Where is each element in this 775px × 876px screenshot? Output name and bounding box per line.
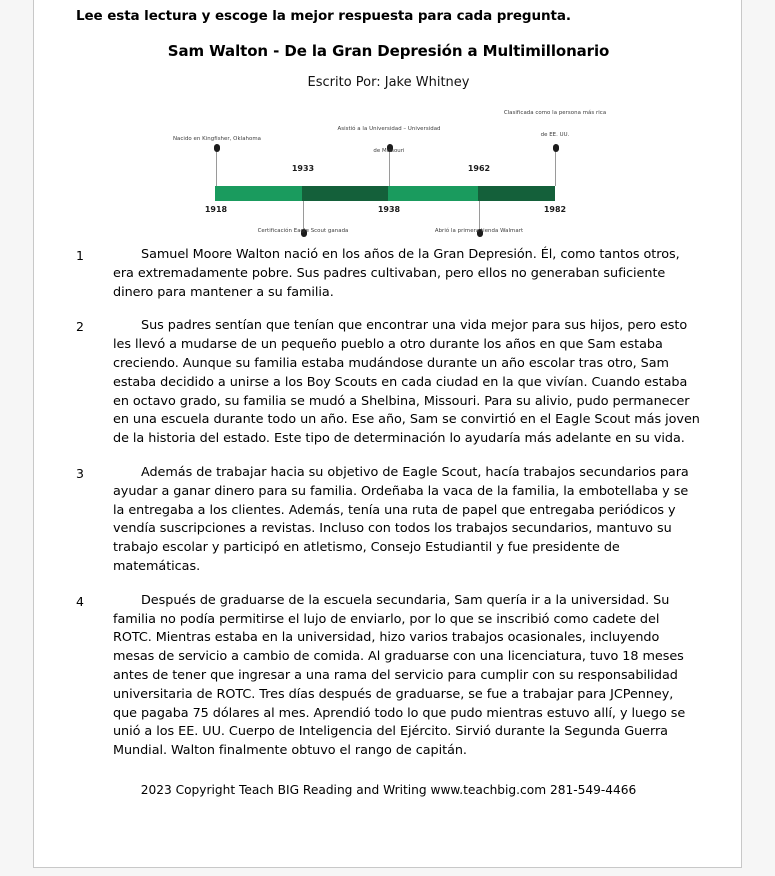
copyright-footer: 2023 Copyright Teach BIG Reading and Writing www.teachbig.com 281-549-4466 [140, 782, 637, 797]
timeline-caption-richest-line1: Clasificada como la persona más rica [503, 110, 607, 116]
paragraph-text: Sus padres sentían que tenían que encontrar una vida mejor para sus hijos, pero esto les llevó a mudarse de un pequeño pueblo a otro durante los años en que Sam estaba creciendo. Aunque su familia estaba mudándose durante un año escolar tras otro, Sam estaba decidido a unirse a los Boy Scouts en cada ciudad en la que vivían. Cuando estaba en octavo grado, su familia se mudó a Shelbina, Missouri. Para su alivio, pudo permanecer en una escuela durante todo un año. Ese año, Sam se convirtió en el Eagle Scout más joven de la historia del estado. Este tipo de determinación lo ayudaría más adelante en su vida. [113, 318, 700, 447]
timeline-caption-university-line2: de Missouri [373, 148, 405, 154]
timeline-segment-1 [215, 186, 302, 201]
timeline-year-1918: 1918 [204, 205, 228, 214]
paragraph-number: 4 [76, 593, 84, 609]
paragraph-1 [76, 246, 701, 302]
instruction-text: Lee esta lectura y escoge la mejor respuesta para cada pregunta. [76, 8, 571, 24]
timeline-dot-icon [553, 144, 559, 152]
timeline-caption-walmart: Abrió la primera tienda Walmart [434, 228, 524, 234]
paragraph-number: 1 [76, 248, 84, 263]
byline: Escrito Por: Jake Whitney [307, 75, 470, 90]
timeline-caption-richest-line2: de EE. UU. [540, 132, 570, 138]
timeline-marker-1918 [216, 144, 217, 186]
timeline-dot-icon [214, 144, 220, 152]
paragraph-text: Después de graduarse de la escuela secundaria, Sam quería ir a la universidad. Su familia no podía permitirse el lujo de enviarlo, por lo que se inscribió como cadete del ROTC. Mientras estaba en la universidad, hizo varios trabajos ocasionales, incluyendo mesas de servicio a cambio de comida. Al graduarse con una licenciatura, tuvo 18 meses antes de tener que ingresar a una rama del servicio para cumplir con su responsabilidad universitaria de ROTC. Tres días después de graduarse, se fue a trabajar para JCPenney, que pagaba 75 dólares al mes. Aprendió todo lo que pudo mientras estuvo allí, y luego se unió a los EE. UU. Cuerpo de Inteligencia del Ejército. Sirvió durante la Segunda Guerra Mundial. Walton finalmente obtuvo el rango de capitán. [113, 592, 686, 759]
timeline-year-1962: 1962 [467, 164, 491, 173]
timeline-segment-4 [478, 186, 555, 201]
timeline-caption-eagle-scout: Certificación Eagle Scout ganada [257, 228, 349, 234]
page-title: Sam Walton - De la Gran Depresión a Multimillonario [167, 42, 610, 60]
article-paragraphs [76, 246, 701, 761]
timeline-segment-3 [388, 186, 478, 201]
timeline-segment-2 [302, 186, 388, 201]
paragraph-number: 3 [76, 465, 84, 481]
timeline-year-1933: 1933 [291, 164, 315, 173]
timeline-year-1938: 1938 [377, 205, 401, 214]
timeline-marker-1982 [555, 144, 556, 186]
paragraph-text: Samuel Moore Walton nació en los años de la Gran Depresión. Él, como tantos otros, era extremadamente pobre. Sus padres cultivaban, pero ellos no generaban suficiente dinero para mantener a su familia. [113, 247, 680, 300]
timeline-caption-university-line1: Asistió a la Universidad – Universidad [337, 126, 441, 132]
paragraph-2 [76, 317, 701, 449]
timeline-diagram [76, 102, 701, 242]
timeline-bar [215, 186, 555, 201]
paragraph-4 [76, 592, 701, 761]
document-page [33, 0, 742, 868]
timeline-caption-born: Nacido en Kingfisher, Oklahoma [172, 136, 262, 142]
paragraph-text: Además de trabajar hacia su objetivo de Eagle Scout, hacía trabajos secundarios para ayudar a ganar dinero para su familia. Ordeñaba la vaca de la familia, la embotellaba y se la entregaba a los clientes. Además, tenía una ruta de papel que entregaba periódicos y vendía suscripciones a revistas. Incluso con todos los trabajos secundarios, mantuvo su trabajo escolar y participó en atletismo, Consejo Estudiantil y fue presidente de matemáticas. [113, 464, 689, 574]
timeline-year-1982: 1982 [543, 205, 567, 214]
paragraph-number: 2 [76, 319, 84, 335]
paragraph-3 [76, 464, 701, 577]
document-body [76, 0, 701, 797]
